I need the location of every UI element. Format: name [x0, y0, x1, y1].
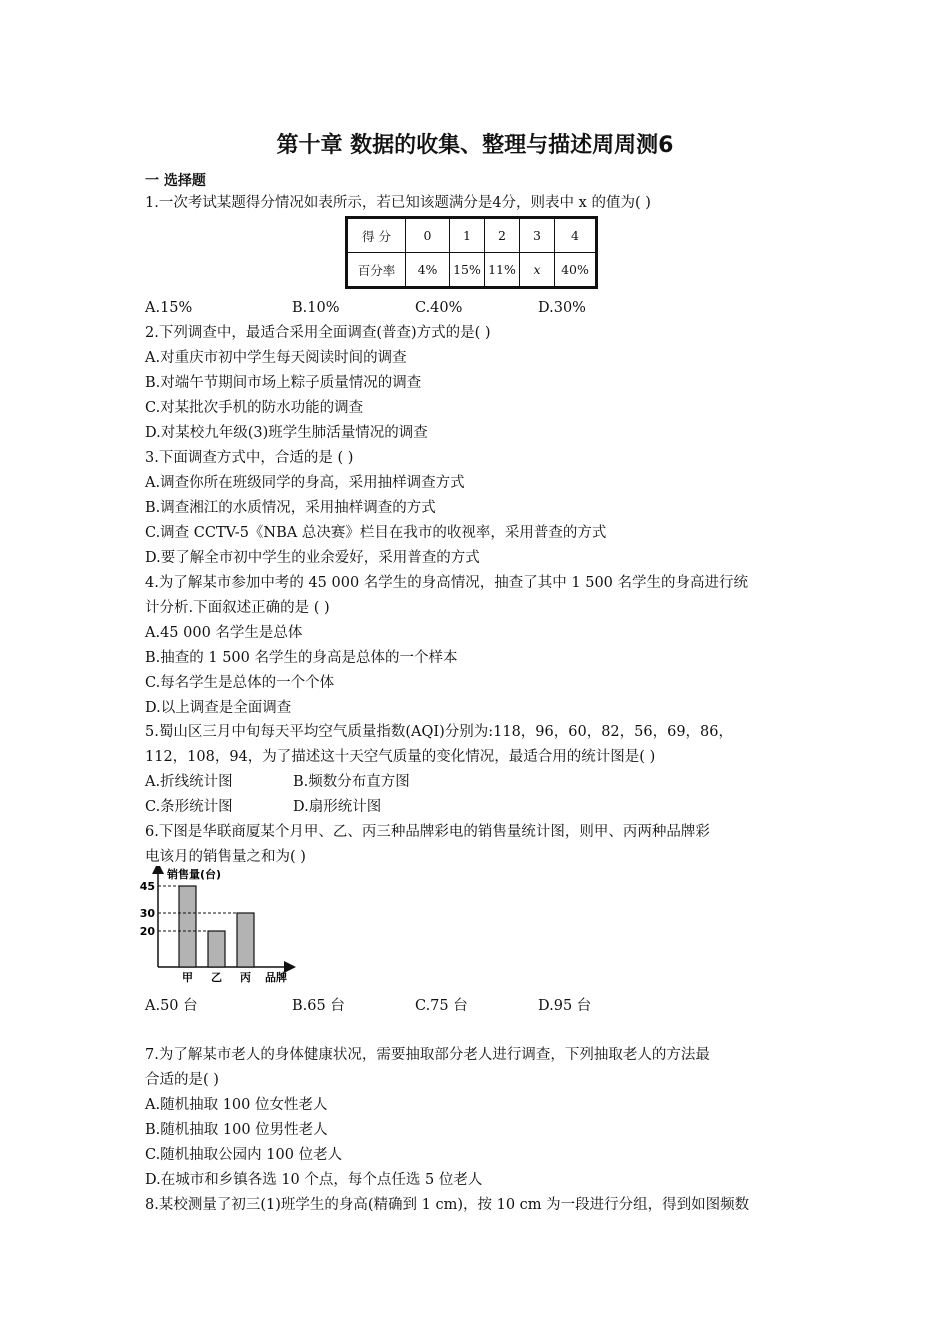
q5-option-a: A.折线统计图: [145, 774, 233, 790]
table-cell: 1: [450, 218, 485, 253]
table-cell: 百分率: [347, 253, 406, 288]
q4-option-c: C.每名学生是总体的一个个体: [145, 675, 335, 691]
q6-option-d: D.95 台: [538, 998, 592, 1014]
q1-stem: 1.一次考试某题得分情况如表所示，若已知该题满分是4分，则表中 x 的值为( ): [145, 195, 651, 211]
x-axis-label: 品牌: [265, 971, 287, 984]
q7-option-d: D.在城市和乡镇各选 10 个点，每个点任选 5 位老人: [145, 1172, 483, 1188]
q4-option-b: B.抽查的 1 500 名学生的身高是总体的一个样本: [145, 650, 458, 666]
y-tick-label: 20: [140, 925, 155, 938]
q7-stem-line2: 合适的是( ): [145, 1072, 219, 1088]
q5-stem-line2: 112，108，94，为了描述这十天空气质量的变化情况，最适合用的统计图是( ): [145, 749, 656, 765]
q7-option-c: C.随机抽取公园内 100 位老人: [145, 1147, 343, 1163]
table-cell: 15%: [450, 253, 485, 288]
q2-option-a: A.对重庆市初中学生每天阅读时间的调查: [145, 350, 407, 366]
y-tick-label: 30: [140, 907, 155, 920]
table-cell: 3: [520, 218, 555, 253]
q3-stem: 3.下面调查方式中，合适的是 ( ): [145, 450, 354, 466]
q4-stem-line1: 4.为了解某市参加中考的 45 000 名学生的身高情况，抽查了其中 1 500 名学生的身高进行统: [145, 575, 749, 591]
q5-option-c: C.条形统计图: [145, 799, 233, 815]
y-axis-label: 销售量(台): [167, 868, 222, 881]
category-label: 乙: [211, 971, 222, 984]
q6-stem-line2: 电该月的销售量之和为( ): [145, 849, 306, 865]
q6-option-c: C.75 台: [415, 998, 468, 1014]
table-row: [347, 218, 597, 253]
table-cell: 0: [406, 218, 450, 253]
q1-option-d: D.30%: [538, 300, 586, 316]
bar: [179, 886, 196, 967]
q5-stem-line1: 5.蜀山区三月中旬每天平均空气质量指数(AQI)分别为:118，96，60，82，56，69，86，: [145, 724, 733, 740]
table-cell: 4: [555, 218, 597, 253]
q3-option-c: C.调查 CCTV-5《NBA 总决赛》栏目在我市的收视率，采用普查的方式: [145, 525, 607, 541]
q5-option-d: D.扇形统计图: [293, 799, 382, 815]
page-title: 第十章 数据的收集、整理与描述周周测6: [276, 133, 674, 158]
table-cell: 得 分: [347, 218, 406, 253]
section-heading: 一 选择题: [145, 173, 206, 189]
table-row: [347, 253, 597, 288]
q6-option-b: B.65 台: [292, 998, 345, 1014]
table-cell: 4%: [406, 253, 450, 288]
category-label: 丙: [240, 971, 251, 984]
bar: [208, 931, 225, 967]
q7-stem-line1: 7.为了解某市老人的身体健康状况，需要抽取部分老人进行调查，下列抽取老人的方法最: [145, 1047, 710, 1063]
q4-option-d: D.以上调查是全面调查: [145, 700, 292, 716]
q8-stem-line1: 8.某校测量了初三(1)班学生的身高(精确到 1 cm)，按 10 cm 为一段进行分组，得到如图频数: [145, 1197, 750, 1213]
q2-stem: 2.下列调查中，最适合采用全面调查(普查)方式的是( ): [145, 325, 491, 341]
q1-option-c: C.40%: [415, 300, 463, 316]
y-tick-label: 45: [140, 880, 155, 893]
q1-option-a: A.15%: [145, 300, 193, 316]
q3-option-b: B.调查湘江的水质情况，采用抽样调查的方式: [145, 500, 436, 516]
table-cell: 11%: [485, 253, 520, 288]
category-label: 甲: [182, 971, 193, 984]
q6-stem-line1: 6.下图是华联商厦某个月甲、乙、丙三种品牌彩电的销售量统计图，则甲、丙两种品牌彩: [145, 824, 710, 840]
bar: [237, 913, 254, 967]
score-table: [345, 216, 598, 289]
q3-option-d: D.要了解全市初中学生的业余爱好，采用普查的方式: [145, 550, 480, 566]
q7-option-b: B.随机抽取 100 位男性老人: [145, 1122, 328, 1138]
q7-option-a: A.随机抽取 100 位女性老人: [145, 1097, 328, 1113]
q4-stem-line2: 计分析.下面叙述正确的是 ( ): [145, 600, 330, 616]
q2-option-d: D.对某校九年级(3)班学生肺活量情况的调查: [145, 425, 428, 441]
sales-bar-chart: [140, 866, 300, 988]
q4-option-a: A.45 000 名学生是总体: [145, 625, 303, 641]
bars-group: [140, 880, 254, 984]
q3-option-a: A.调查你所在班级同学的身高，采用抽样调查方式: [145, 475, 465, 491]
q6-option-a: A.50 台: [145, 998, 198, 1014]
table-cell: x: [520, 253, 555, 288]
table-cell: 40%: [555, 253, 597, 288]
q2-option-c: C.对某批次手机的防水功能的调查: [145, 400, 364, 416]
q5-option-b: B.频数分布直方图: [293, 774, 410, 790]
q2-option-b: B.对端午节期间市场上粽子质量情况的调查: [145, 375, 422, 391]
q1-option-b: B.10%: [292, 300, 340, 316]
table-cell: 2: [485, 218, 520, 253]
